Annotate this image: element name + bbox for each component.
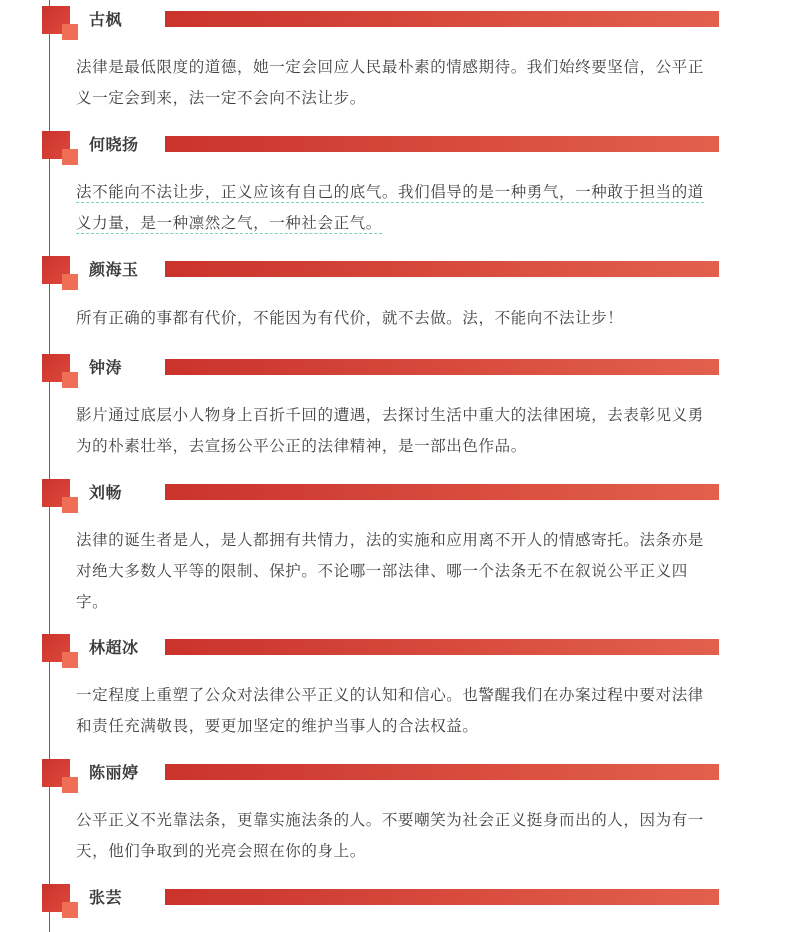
header-bar (165, 11, 719, 27)
marker-icon (42, 634, 78, 670)
marker-icon (42, 354, 78, 390)
commenter-name: 张芸 (89, 888, 123, 907)
comment-text: 所有正确的事都有代价，不能因为有代价，就不去做。法，不能向不法让步！ (76, 309, 624, 327)
header-bar (165, 639, 719, 655)
comment-text: 法律的诞生者是人，是人都拥有共情力，法的实施和应用离不开人的情感寄托。法条亦是对绝大多数人平等的限制、保护。不论哪一部法律、哪一个法条无不在叙说公平正义四字。 (76, 531, 704, 611)
marker-icon (42, 759, 78, 795)
header-bar (165, 136, 719, 152)
commenter-name: 颜海玉 (89, 260, 139, 279)
header-bar (165, 889, 719, 905)
marker-icon (42, 256, 78, 292)
commenter-name: 林超冰 (89, 638, 139, 657)
commenter-name: 陈丽婷 (89, 763, 139, 782)
comment-text: 公平正义不光靠法条，更靠实施法条的人。不要嘲笑为社会正义挺身而出的人，因为有一天，他们争取到的光亮会照在你的身上。 (76, 811, 704, 860)
header-bar (165, 764, 719, 780)
commenter-name: 何晓扬 (89, 135, 139, 154)
comment-text (76, 177, 712, 239)
header-bar (165, 359, 719, 375)
marker-icon (42, 6, 78, 42)
marker-icon (42, 884, 78, 920)
comment-text: 影片通过底层小人物身上百折千回的遭遇，去探讨生活中重大的法律困境，去表彰见义勇为的朴素壮举，去宣扬公平公正的法律精神，是一部出色作品。 (76, 406, 704, 455)
header-bar (165, 261, 719, 277)
commenter-name: 刘畅 (89, 483, 123, 502)
commenter-name: 古枫 (89, 10, 123, 29)
marker-icon (42, 479, 78, 515)
highlighted-text: 法不能向不法让步，正义应该有自己的底气。我们倡导的是一种勇气，一种敢于担当的道义力量，是一种凛然之气，一种社会正气。 (76, 183, 704, 232)
comment-text: 法律是最低限度的道德，她一定会回应人民最朴素的情感期待。我们始终要坚信，公平正义一定会到来，法一定不会向不法让步。 (76, 58, 704, 107)
commenter-name: 钟涛 (89, 358, 123, 377)
comment-text: 一定程度上重塑了公众对法律公平正义的认知和信心。也警醒我们在办案过程中要对法律和责任充满敬畏，要更加坚定的维护当事人的合法权益。 (76, 686, 704, 735)
header-bar (165, 484, 719, 500)
marker-icon (42, 131, 78, 167)
